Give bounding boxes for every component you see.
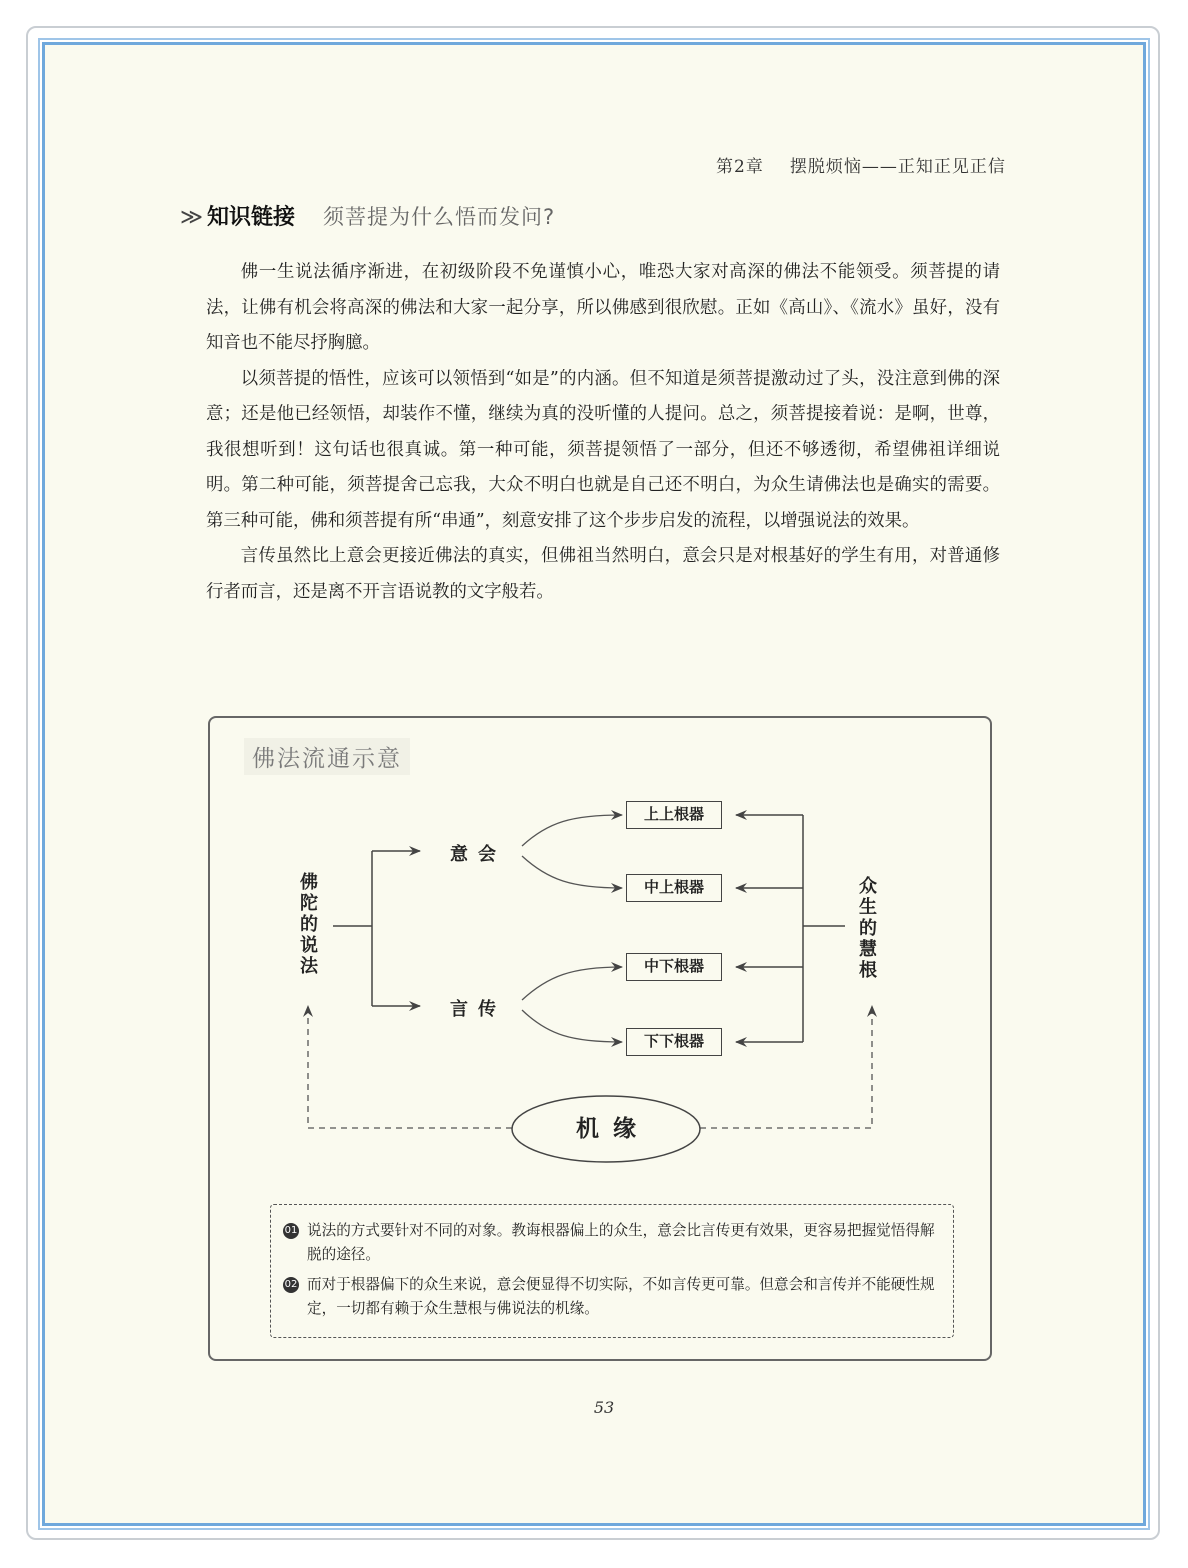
chapter-title: 摆脱烦恼——正知正见正信	[789, 157, 1006, 177]
note-text: 而对于根器偏下的众生来说，意会便显得不切实际，不如言传更可靠。但意会和言传并不能硬性规定，一切都有赖于众生慧根与佛说法的机缘。	[307, 1276, 935, 1317]
section-keyword: 知识链接	[207, 205, 296, 230]
curve-to-root-2	[522, 856, 622, 888]
paragraph: 言传虽然比上意会更接近佛法的真实，但佛祖当然明白，意会只是对根基好的学生有用，对普通修行者而言，还是离不开言语说教的文字般若。	[206, 546, 1000, 602]
yihui-label: 意会	[450, 844, 506, 865]
diagram-title: 佛法流通示意	[244, 738, 410, 775]
root-box-upper-upper: 上上根器	[626, 801, 722, 829]
jiyuan-label: 机缘	[576, 1116, 650, 1142]
paragraph: 以须菩提的悟性，应该可以领悟到“如是”的内涵。但不知道是须菩提激动过了头，没注意到佛的深意；还是他已经领悟，却装作不懂，继续为真的没听懂的人提问。总之，须菩提接着说：是啊，世尊，我很想听到！这句话也很真诚。第一种可能，须菩提领悟了一部分，但还不够透彻，希望佛祖详细说明。第二种可能，须菩提舍己忘我，大众不明白也就是自己还不明白，为众生请佛法也是确实的需要。第三种可能，佛和须菩提有所“串通”，刻意安排了这个步步启发的流程，以增强说法的效果。	[206, 368, 1000, 531]
section-subtitle: 须菩提为什么悟而发问?	[323, 205, 556, 229]
note-text: 说法的方式要针对不同的对象。教诲根器偏上的众生，意会比言传更有效果，更容易把握觉悟得解脱的途径。	[307, 1222, 935, 1263]
notes-box	[270, 1204, 954, 1338]
root-box-lower-lower: 下下根器	[626, 1028, 722, 1056]
chapter-label: 第2章	[716, 157, 764, 177]
curve-to-root-3	[522, 967, 622, 1000]
note-item	[283, 1273, 937, 1321]
right-vertical-label: 众生的慧根	[859, 876, 877, 981]
left-vertical-label: 佛陀的说法	[300, 872, 318, 977]
yanchuan-label: 言传	[450, 999, 506, 1020]
double-chevron-icon: ≫	[180, 205, 204, 230]
page-number: 53	[593, 1398, 615, 1417]
dashed-loop-left	[308, 1006, 512, 1128]
root-box-middle-lower: 中下根器	[626, 953, 722, 981]
dashed-loop-right	[700, 1006, 872, 1128]
curve-to-root-4	[522, 1010, 622, 1042]
curve-to-root-1	[522, 815, 622, 846]
note-number-badge: 01	[283, 1223, 299, 1239]
note-number-badge: 02	[283, 1277, 299, 1293]
note-item	[283, 1219, 937, 1267]
root-box-middle-upper: 中上根器	[626, 874, 722, 902]
paragraph: 佛一生说法循序渐进，在初级阶段不免谨慎小心，唯恐大家对高深的佛法不能领受。须菩提的请法，让佛有机会将高深的佛法和大家一起分享，所以佛感到很欣慰。正如《高山》、《流水》虽好，没有知音也不能尽抒胸臆。	[206, 262, 1000, 353]
